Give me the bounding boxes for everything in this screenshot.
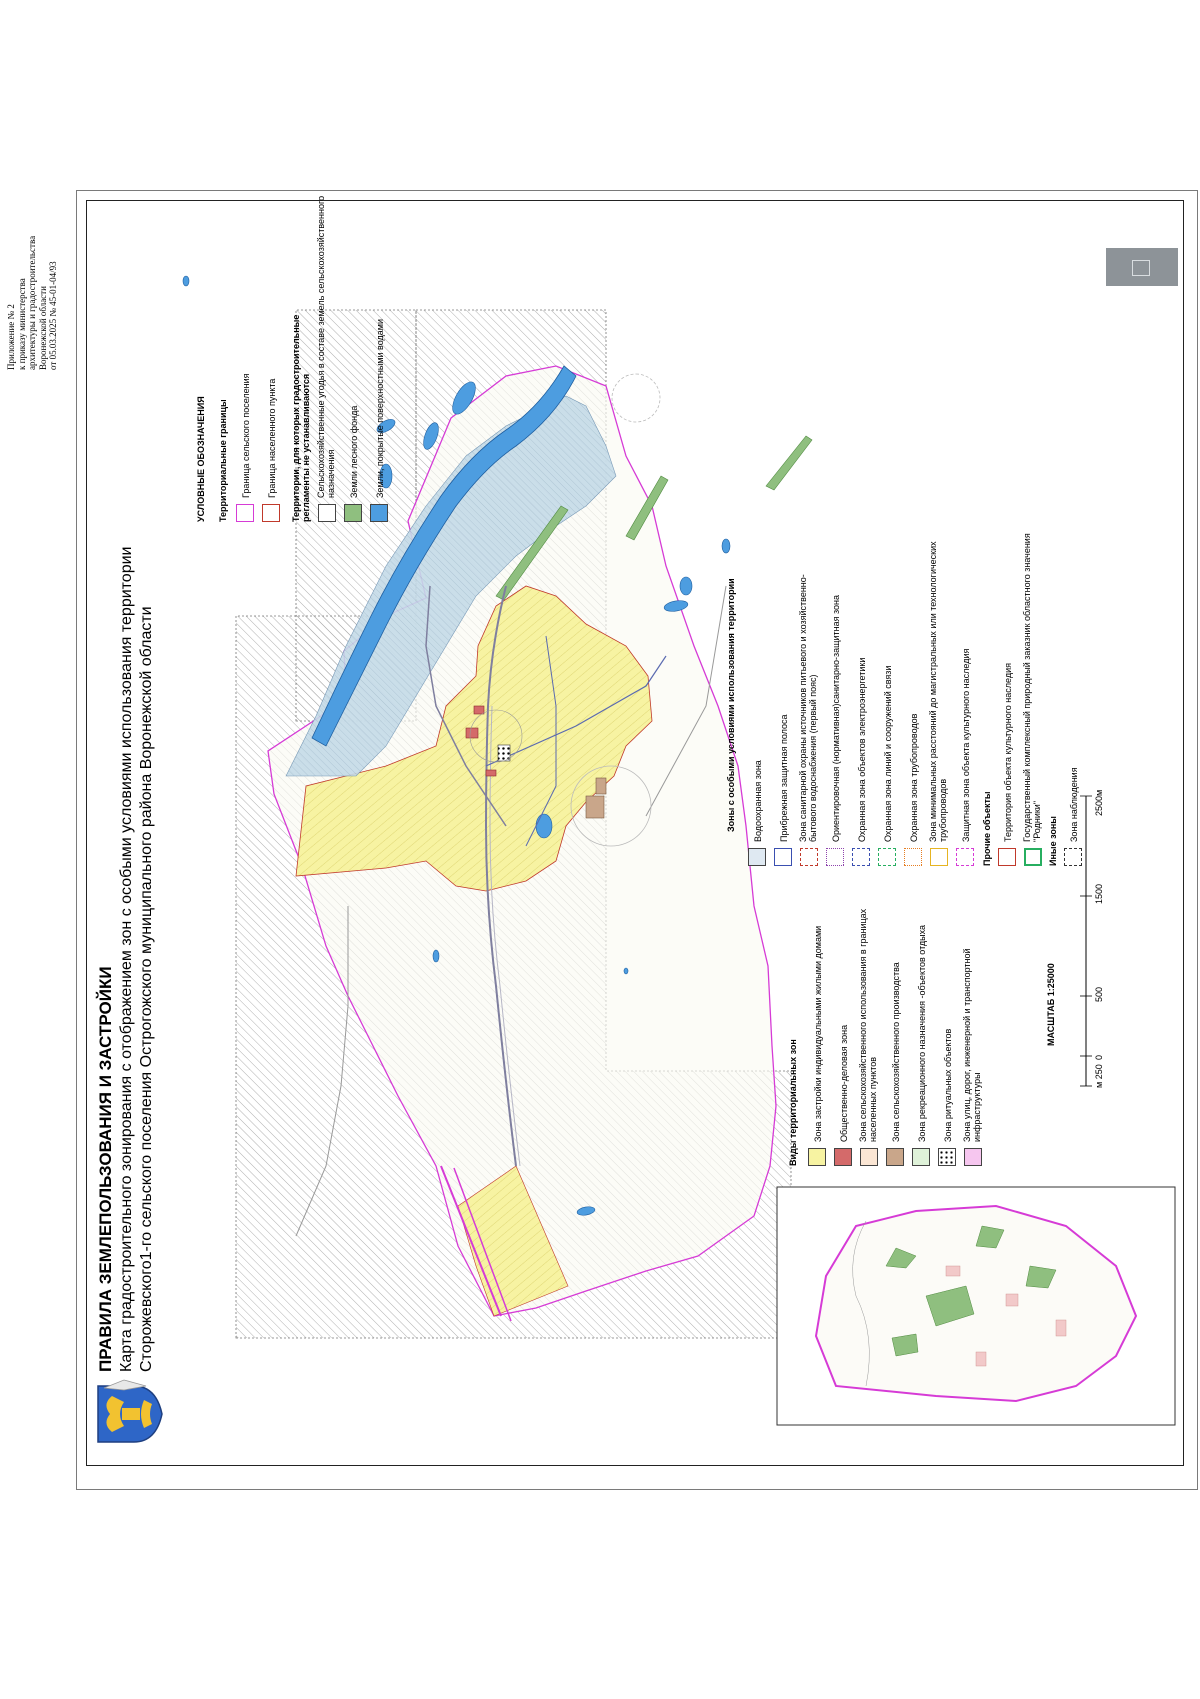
legend-territorial-heading: Виды территориальных зон (788, 1039, 798, 1166)
territorial-zone-swatch (964, 1148, 982, 1166)
page-title: ПРАВИЛА ЗЕМЛЕПОЛЬЗОВАНИЯ И ЗАСТРОЙКИ (96, 966, 115, 1372)
boundary-settlement-swatch (236, 504, 254, 522)
legend-item: Зона застройки индивидуальными жилыми домами (813, 925, 823, 1142)
sanitary-zone-2 (612, 374, 660, 422)
scale-tick: 500 (1094, 986, 1104, 1002)
attachment-note (6, 190, 58, 370)
legend-item: Граница сельского поселения (241, 373, 251, 498)
legend-special-heading: Зоны с особыми условиями использования территории (726, 578, 736, 832)
legend-item: Зона рекреационного назначения -объектов отдыха (917, 924, 927, 1142)
legend-item: Охранная зона линий и сооружений связи (883, 665, 893, 842)
legend-item: Прибрежная защитная полоса (779, 714, 789, 842)
territorial-zone-swatch (886, 1148, 904, 1166)
territorial-zone-swatch (808, 1148, 826, 1166)
legend-item: Зона ритуальных объектов (943, 1028, 953, 1142)
legend-boundaries-heading: Территориальные границы (218, 399, 228, 522)
legend-other-zones-heading: Иные зоны (1048, 816, 1058, 866)
scale-tick: 2500м (1094, 789, 1104, 816)
special-zone-swatch (852, 848, 870, 866)
special-zone-swatch (774, 848, 792, 866)
stamp-emblem-icon (1132, 260, 1150, 276)
attachment-line: к приказу министерства (16, 278, 27, 370)
territorial-zone-swatch (860, 1148, 878, 1166)
legend-item: Земли, покрытые поверхностными водами (375, 319, 385, 498)
legend-no-regulations-heading: Территории, для которых градостроительные регламенты не устанавливаются (291, 314, 311, 522)
attachment-line: Воронежской области (37, 286, 48, 370)
page-subtitle: Карта градостроительного зонирования с отображением зон с особыми условиями использования территории (118, 546, 135, 1372)
legend-item: Зона минимальных расстояний до магистральных или технологических трубопроводов (928, 541, 948, 842)
scale-tick: 1500 (1094, 883, 1104, 904)
special-zone-swatch (904, 848, 922, 866)
legend-item: Земли лесного фонда (349, 405, 359, 498)
legend-item: Зона санитарной охраны источников питьевого и хозяйственно-бытового водоснабжения (первый пояс) (798, 574, 818, 842)
legend-other-objects-heading: Прочие объекты (982, 791, 992, 866)
legend-item: Зона наблюдения (1069, 767, 1079, 842)
cemetery (498, 745, 510, 761)
legend-item: Общественно-деловая зона (839, 1024, 849, 1142)
special-zone-swatch (826, 848, 844, 866)
legend-item: Граница населенного пункта (267, 378, 277, 498)
special-zone-swatch (956, 848, 974, 866)
territorial-zone-swatch (938, 1148, 956, 1166)
agricultural-land-swatch (318, 504, 336, 522)
page-subtitle-2: Сторожевского1-го сельского поселения Острогожского муниципального района Воронежской области (138, 606, 155, 1372)
special-zone-swatch (748, 848, 766, 866)
legend-item: Защитная зона объекта культурного наследия (961, 648, 971, 842)
forest-land-swatch (344, 504, 362, 522)
legend-item: Территория объекта культурного наследия (1003, 663, 1013, 842)
special-zone-swatch (800, 848, 818, 866)
heritage-swatch (998, 848, 1016, 866)
territorial-zone-swatch (912, 1148, 930, 1166)
attachment-line: архитектуры и градостроительства (27, 235, 37, 370)
special-zone-swatch (878, 848, 896, 866)
scale-label: МАСШТАБ 1:25000 (1046, 963, 1056, 1046)
attachment-line: Приложение № 2 (6, 304, 16, 370)
legend-item: Государственный комплексный природный заказник областного значения "Родники" (1022, 533, 1042, 842)
scale-bar (1066, 786, 1106, 1096)
scale-tick: м 250 (1094, 1064, 1104, 1088)
boundary-locality-swatch (262, 504, 280, 522)
overview-map[interactable] (776, 1186, 1176, 1426)
legend-item: Зона улиц, дорог, инженерной и транспортной инфраструктуры (962, 948, 982, 1142)
legend-item: Зона сельскохозяйственного производства (891, 962, 901, 1142)
legend-item: Охранная зона трубопроводов (909, 713, 919, 842)
legend-item: Сельскохозяйственные угодья в составе земель сельскохозяйственного назначения (316, 195, 336, 498)
legend-item: Ориентировочная (нормативная)санитарно-защитная зона (831, 595, 841, 842)
special-zone-swatch (930, 848, 948, 866)
attachment-line: от 05.03.2025 № 45-01-04/93 (48, 261, 58, 370)
legend-heading: УСЛОВНЫЕ ОБОЗНАЧЕНИЯ (196, 396, 206, 522)
legend-item: Охранная зона объектов электроэнергетики (857, 657, 867, 842)
legend-item: Водоохранная зона (753, 760, 763, 842)
water-land-swatch (370, 504, 388, 522)
legend-item: Зона сельскохозяйственного использования в границах населенных пунктов (858, 908, 878, 1142)
territorial-zone-swatch (834, 1148, 852, 1166)
scale-tick: 0 (1094, 1054, 1104, 1060)
reserve-swatch (1024, 848, 1042, 866)
certificate-stamp (1106, 248, 1178, 286)
landscape-sheet (86, 195, 1184, 1466)
